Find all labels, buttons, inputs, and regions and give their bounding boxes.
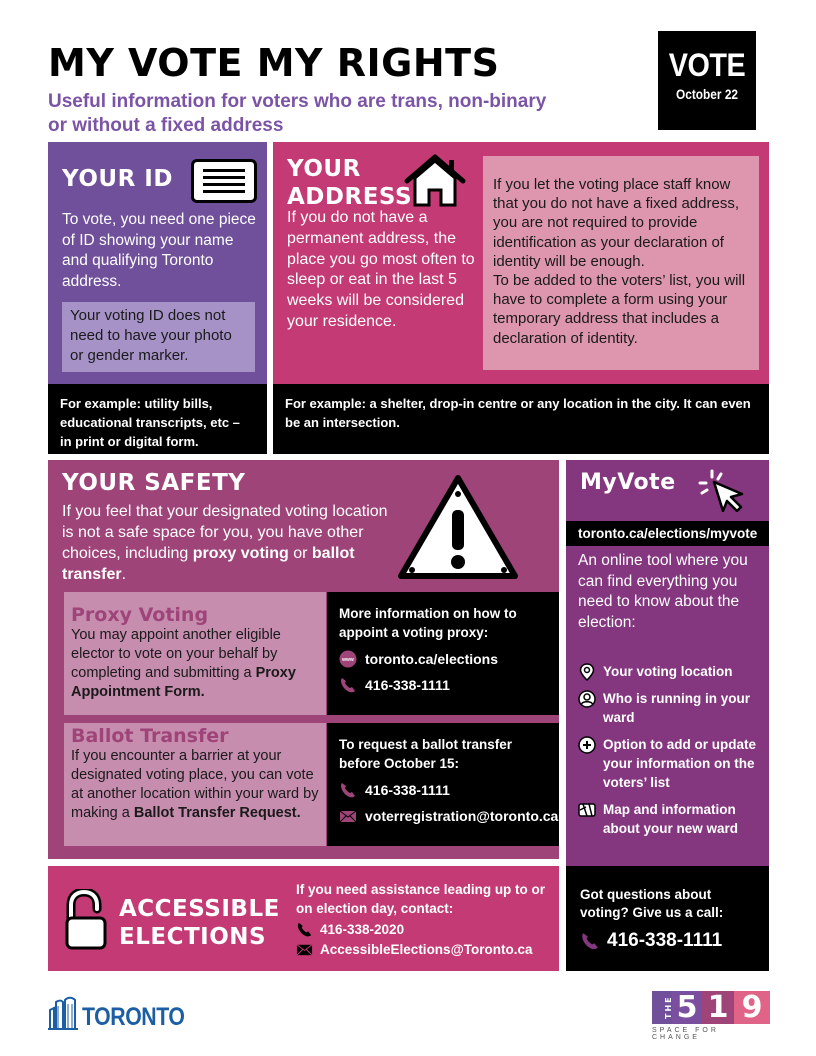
warning-icon [395,472,521,582]
list-item [578,800,768,838]
myvote-panel [566,460,769,866]
accessible-phone-row[interactable] [296,921,556,938]
body-text: or [288,545,312,562]
list-item [578,689,768,727]
body-text: You may appoint another eligible elector to vote on your behalf by completing and submitting a [71,627,281,681]
vote-badge-title: VOTE [668,47,746,83]
note-paragraph-1: If you let the voting place staff know that you do not have a fixed address, you are not required to provide identification as your declaration of identity will be enough. [493,176,739,270]
note-paragraph-2: To be added to the voters’ list, you will have to complete a form using your temporary address that includes a declaration of identity. [493,272,746,347]
feature-label: Your voting location [603,664,733,679]
ballot-transfer-section [64,723,326,846]
accessible-elections-panel [48,866,559,971]
ballot-info-box [327,723,559,846]
your-address-heading [287,155,412,211]
ballot-transfer-emphasis: ballot transfer [62,545,355,583]
the-519-digit-1: 1 [702,991,734,1024]
your-id-note: Your voting ID does not need to have your photo or gender marker. [62,302,255,372]
city-hall-icon [48,996,78,1030]
proxy-voting-emphasis: proxy voting [192,545,289,562]
ballot-phone-number[interactable]: 416-338-1111 [365,782,450,798]
ballot-transfer-title: Ballot Transfer [71,725,229,747]
vote-badge-date: October 22 [675,87,739,102]
the-519-mark [652,991,770,1024]
proxy-info-box [327,592,559,715]
ballot-form-name: Ballot Transfer Request. [133,805,301,821]
heading-line-2: ADDRESS [287,184,413,210]
questions-text: Got questions about voting? Give us a call: [580,887,724,920]
email-icon [339,807,357,825]
your-address-example: For example: a shelter, drop-in centre or any location in the city. It can even be an intersection. [273,384,769,454]
ballot-phone-row[interactable] [339,781,547,799]
accessible-email-row[interactable] [296,941,556,958]
subtitle-line-2: or without a fixed address [48,115,284,136]
the-519-digit-9: 9 [734,991,770,1024]
house-icon [403,154,467,208]
accessible-email-link[interactable]: AccessibleElections@Toronto.ca [320,942,533,957]
vote-date-badge [658,31,756,130]
toronto-logo [48,996,203,1030]
toronto-logo-text: TORONTO [82,1003,185,1031]
accessible-contact-info [296,880,556,958]
the-519-the: THE [652,991,672,1024]
accessible-lead: If you need assistance leading up to or on election day, contact: [296,882,546,916]
your-id-panel [48,142,267,454]
email-icon [296,941,313,958]
phone-icon [296,921,313,938]
your-address-body: If you do not have a permanent address, the place you go most often to sleep or eat in the last 5 weeks will be considered your residence. [287,209,475,330]
myvote-feature-list [578,662,768,846]
feature-label: Map and information about your new ward [603,802,739,836]
questions-panel [566,866,769,971]
proxy-website-row[interactable] [339,650,547,668]
phone-icon [339,676,357,694]
body-text: If you feel that your designated voting location is not a safe space for you, you have other choices, including [62,503,388,562]
svg-text:www: www [342,657,354,663]
phone-icon [580,931,600,951]
your-id-heading: YOUR ID [62,166,173,192]
proxy-voting-body [71,626,319,702]
questions-phone-row[interactable] [580,930,755,952]
your-safety-body [62,501,402,585]
your-address-panel [273,142,769,454]
proxy-phone-number[interactable]: 416-338-1111 [365,677,450,693]
page-subtitle [48,90,628,138]
myvote-url-link[interactable]: toronto.ca/elections/myvote [566,521,769,546]
ballot-email-row[interactable] [339,807,559,825]
your-address-note [483,156,759,370]
accessible-phone-number[interactable]: 416-338-2020 [320,922,405,937]
body-text: If you encounter a barrier at your designated voting place, you can vote at another location within your ward by making a [71,748,319,821]
proxy-phone-row[interactable] [339,676,547,694]
subtitle-line-1: Useful information for voters who are trans, non-binary [48,91,547,112]
location-pin-icon [578,663,596,681]
the-519-logo [652,991,770,1039]
myvote-heading: MyVote [580,470,676,495]
feature-label: Who is running in your ward [603,691,750,725]
map-icon [578,801,596,819]
questions-phone-number[interactable]: 416-338-1111 [607,930,723,951]
ballot-info-lead: To request a ballot transfer before October 15: [339,737,513,771]
the-519-digit-5: 5 [672,991,702,1024]
phone-icon [339,781,357,799]
your-id-body: To vote, you need one piece of ID showing your name and qualifying Toronto address. [62,211,256,290]
page-title: MY VOTE MY RIGHTS [48,41,500,85]
your-id-example: For example: utility bills, educational transcripts, etc – in print or digital form. [48,384,267,454]
ballot-email-link[interactable]: voterregistration@toronto.ca [365,808,559,824]
heading-line-1: YOUR [287,156,361,182]
proxy-voting-title: Proxy Voting [71,604,209,626]
feature-label: Option to add or update your information on the voters’ list [603,737,756,790]
the-519-tagline: SPACE FOR CHANGE [652,1027,719,1041]
list-item [578,735,768,792]
body-text: . [121,566,127,583]
heading-line-1: ACCESSIBLE [119,896,280,922]
proxy-form-name: Proxy Appointment Form. [71,665,296,700]
unlocked-padlock-icon [64,889,108,951]
proxy-info-lead: More information on how to appoint a voting proxy: [339,606,517,640]
cursor-click-icon [694,466,750,512]
heading-line-2: ELECTIONS [119,924,267,950]
your-safety-panel [48,460,559,859]
accessible-elections-heading [119,895,280,951]
id-card-icon [191,159,257,203]
proxy-voting-section [64,592,326,715]
web-icon [339,650,357,668]
list-item [578,662,768,681]
myvote-description: An online tool where you can find everything you need to know about the election: [578,552,748,631]
proxy-website-link[interactable]: toronto.ca/elections [365,651,499,667]
person-icon [578,690,596,708]
plus-circle-icon [578,736,596,754]
your-safety-heading: YOUR SAFETY [62,470,246,496]
ballot-transfer-body [71,747,319,823]
